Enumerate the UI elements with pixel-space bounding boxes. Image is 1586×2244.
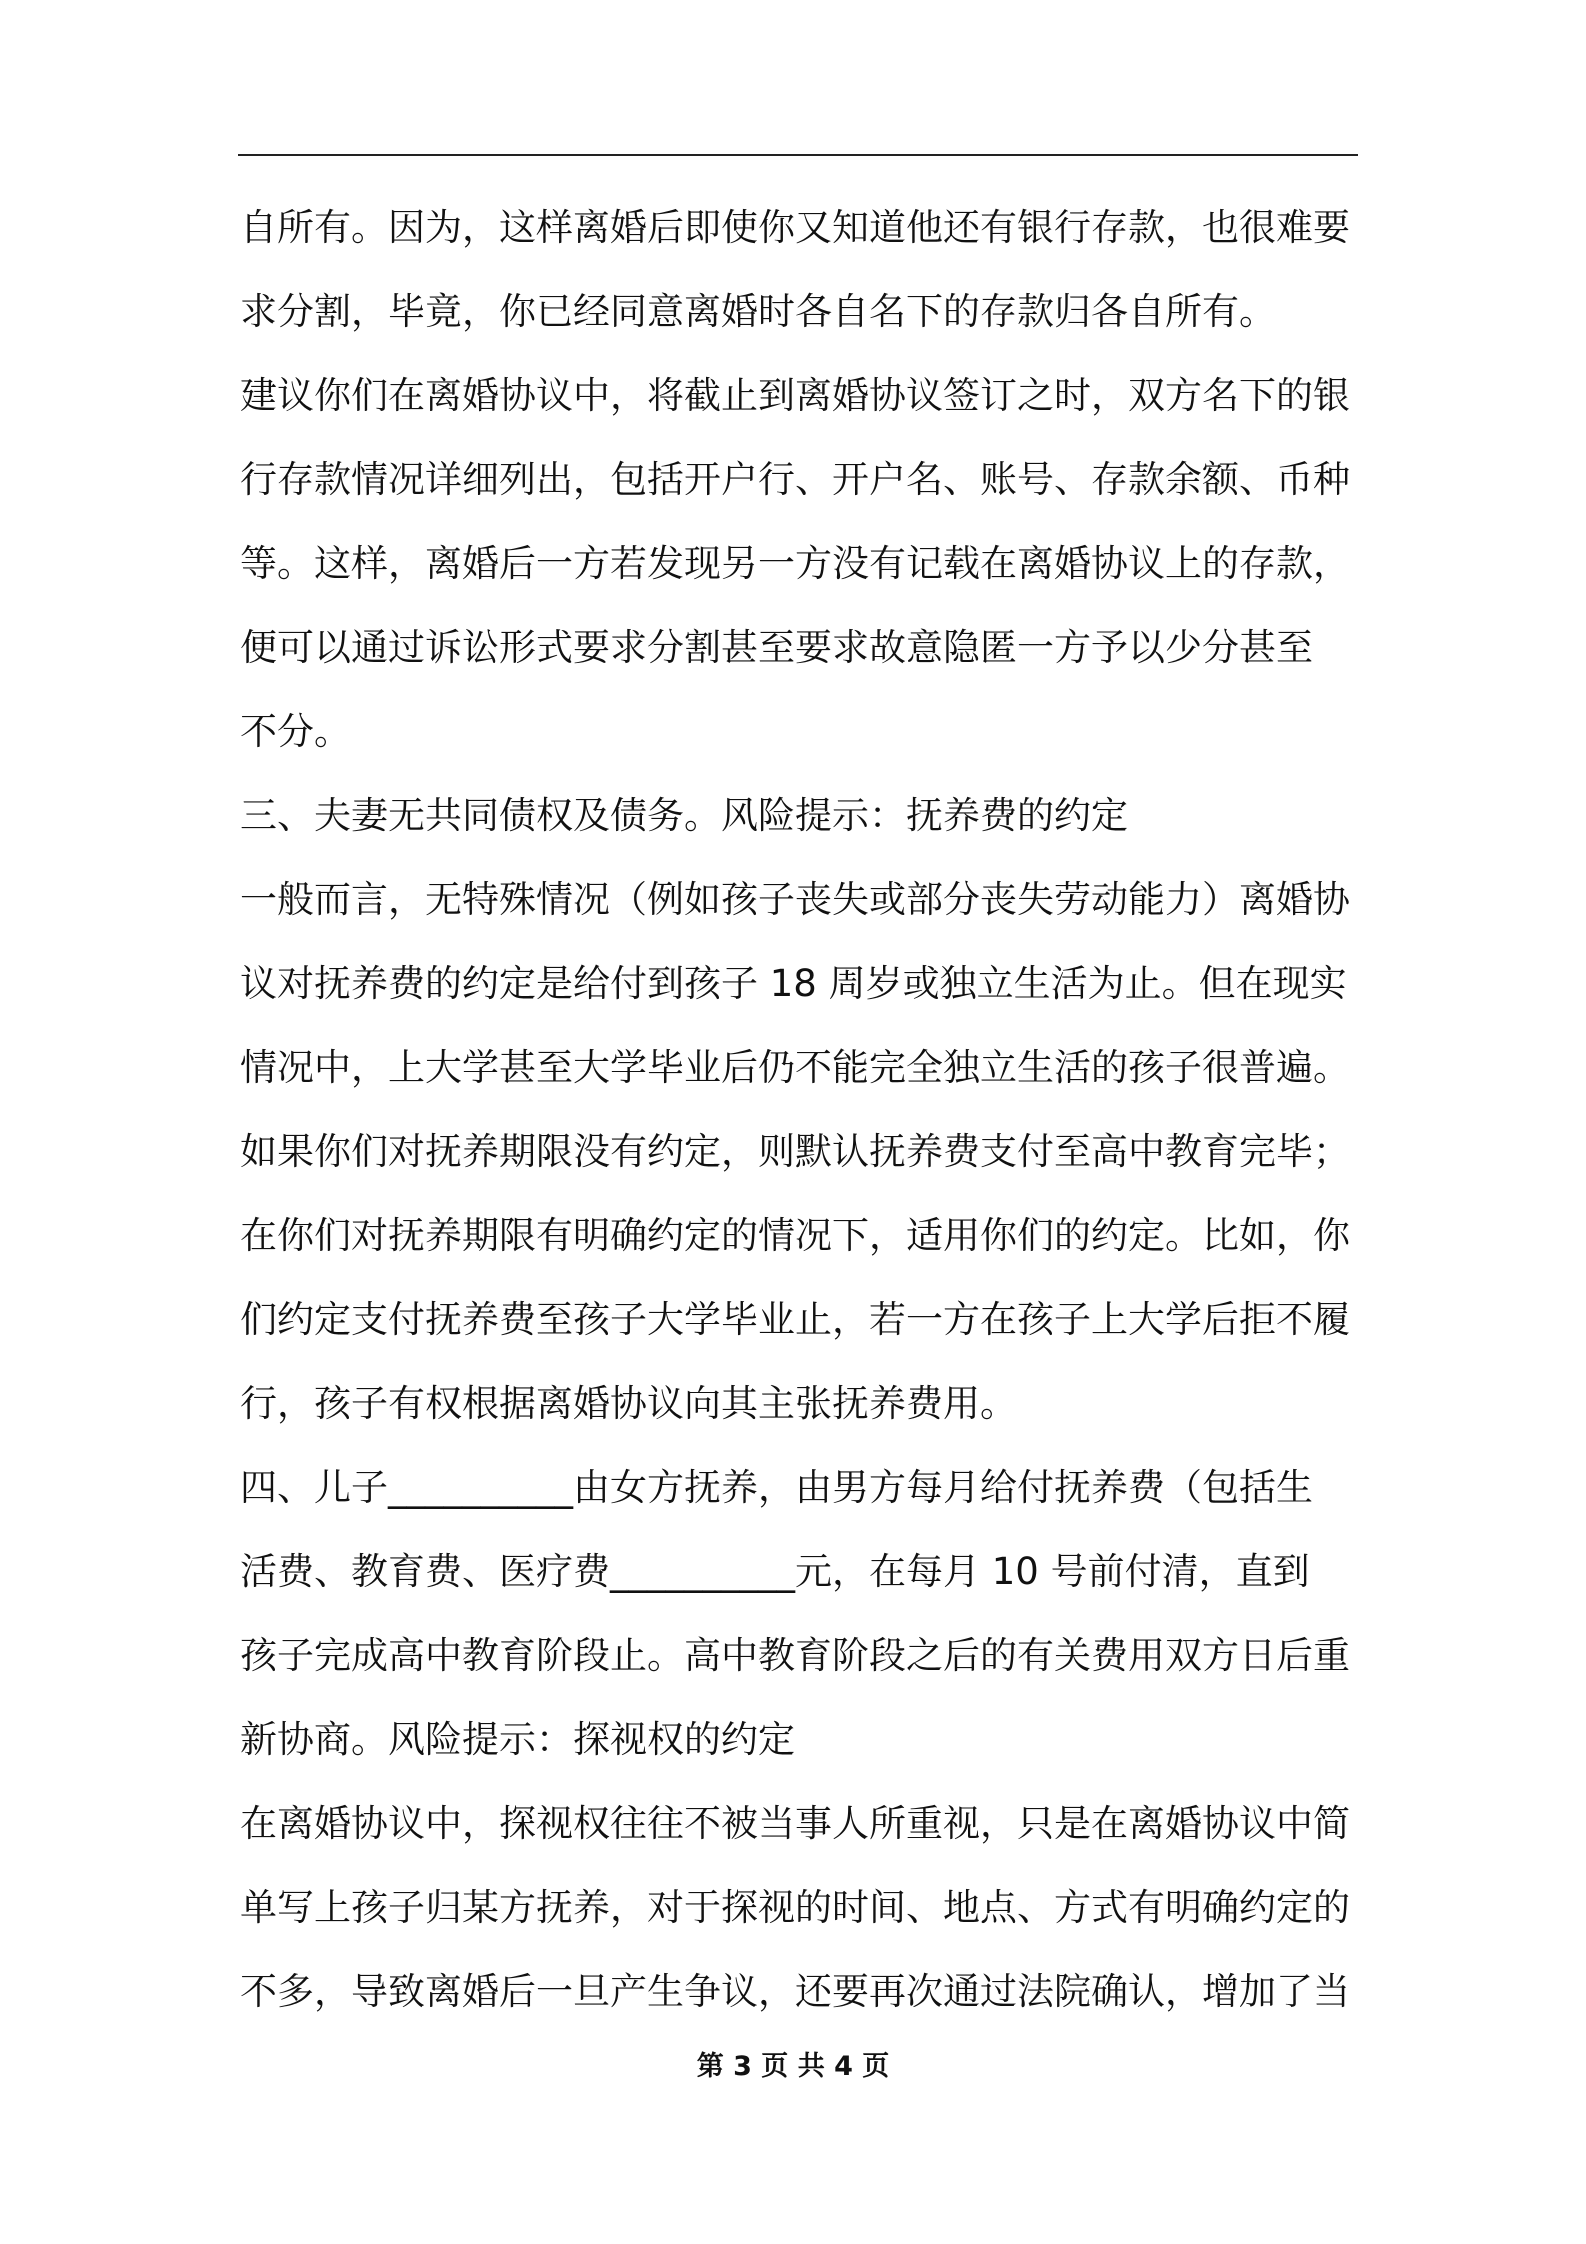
section-heading: 四、儿子__________由女方抚养，由男方每月给付抚养费（包括生 [240, 1466, 1313, 1509]
text-line: 建议你们在离婚协议中，将截止到离婚协议签订之时，双方名下的银 [240, 374, 1350, 417]
page-number-footer: 第 3 页 共 4 页 [696, 2051, 890, 2082]
text-line: 等。这样，离婚后一方若发现另一方没有记载在离婚协议上的存款， [240, 542, 1350, 585]
text-line: 新协商。风险提示：探视权的约定 [240, 1718, 795, 1761]
text-line: 便可以通过诉讼形式要求分割甚至要求故意隐匿一方予以少分甚至 [240, 626, 1313, 669]
text-line: 情况中，上大学甚至大学毕业后仍不能完全独立生活的孩子很普遍。 [240, 1046, 1350, 1089]
text-line: 孩子完成高中教育阶段止。高中教育阶段之后的有关费用双方日后重 [240, 1634, 1350, 1677]
header-rule [238, 154, 1358, 156]
text-line: 不多，导致离婚后一旦产生争议，还要再次通过法院确认，增加了当 [240, 1970, 1350, 2013]
text-line: 在你们对抚养期限有明确约定的情况下，适用你们的约定。比如，你 [240, 1214, 1350, 1257]
text-line: 活费、教育费、医疗费__________元，在每月 10 号前付清，直到 [240, 1550, 1310, 1593]
text-line: 们约定支付抚养费至孩子大学毕业止，若一方在孩子上大学后拒不履 [240, 1298, 1350, 1341]
text-line: 行存款情况详细列出，包括开户行、开户名、账号、存款余额、币种 [240, 458, 1350, 501]
text-line: 求分割，毕竟，你已经同意离婚时各自名下的存款归各自所有。 [240, 290, 1276, 333]
text-line: 如果你们对抚养期限没有约定，则默认抚养费支付至高中教育完毕； [240, 1130, 1350, 1173]
text-line: 自所有。因为，这样离婚后即使你又知道他还有银行存款，也很难要 [240, 206, 1350, 249]
text-line: 单写上孩子归某方抚养，对于探视的时间、地点、方式有明确约定的 [240, 1886, 1350, 1929]
text-line: 行，孩子有权根据离婚协议向其主张抚养费用。 [240, 1382, 1017, 1425]
body-text [240, 186, 1380, 2034]
section-heading: 三、夫妻无共同债权及债务。风险提示：抚养费的约定 [240, 794, 1128, 837]
text-line: 一般而言，无特殊情况（例如孩子丧失或部分丧失劳动能力）离婚协 [240, 878, 1350, 921]
text-line: 不分。 [240, 710, 351, 753]
text-line: 在离婚协议中，探视权往往不被当事人所重视，只是在离婚协议中简 [240, 1802, 1350, 1845]
text-line: 议对抚养费的约定是给付到孩子 18 周岁或独立生活为止。但在现实 [240, 962, 1347, 1005]
